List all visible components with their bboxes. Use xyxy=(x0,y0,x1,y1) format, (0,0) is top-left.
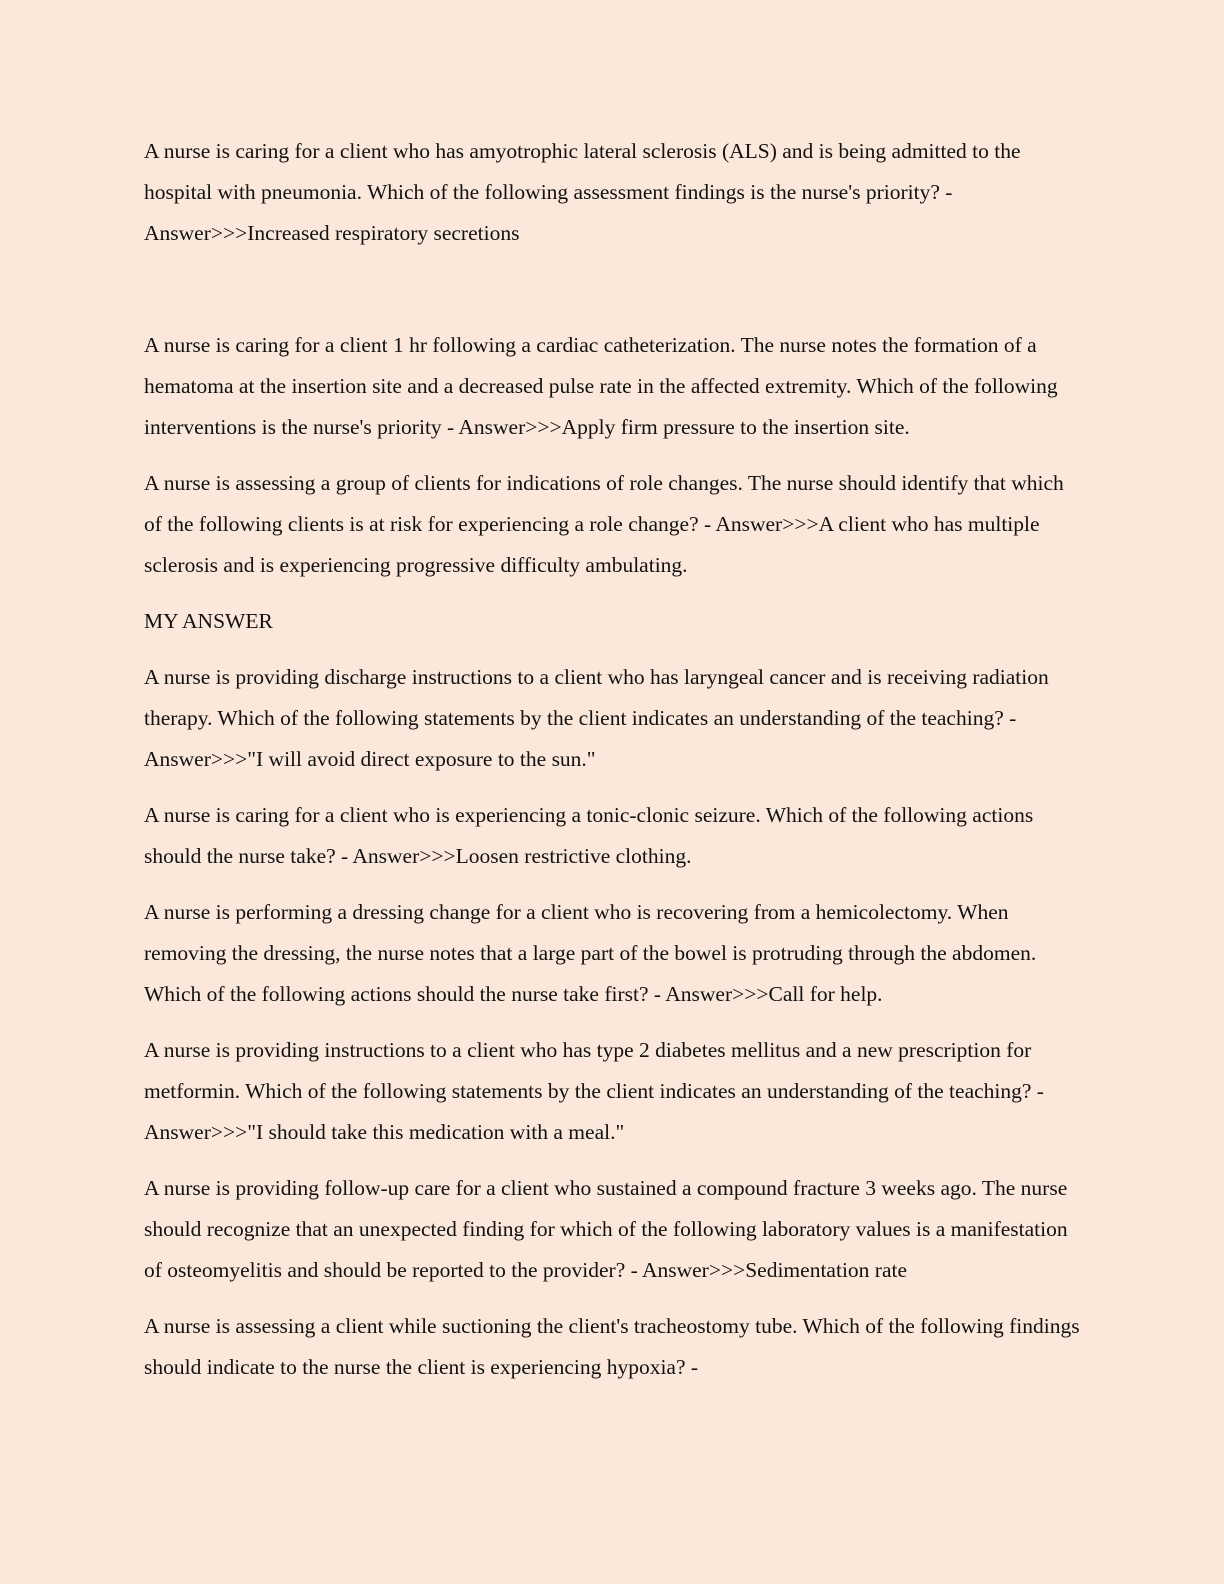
document-body xyxy=(144,131,1084,1403)
qa-paragraph-osteomyelitis: A nurse is providing follow-up care for a client who sustained a compound fracture 3 weeks ago. The nurse should recognize that an unexpected finding for which of the following laboratory values is a manifestation of osteomyelitis and should be reported to the provider? - Answer>>>Sedimentation rate xyxy=(144,1176,1068,1282)
qa-paragraph-tracheostomy: A nurse is assessing a client while suctioning the client's tracheostomy tube. Which of the following findings should indicate to the nurse the client is experiencing hypoxia? - xyxy=(144,1314,1080,1379)
qa-paragraph-cardiac-cath: A nurse is caring for a client 1 hr following a cardiac catheterization. The nurse notes the formation of a hematoma at the insertion site and a decreased pulse rate in the affected extremity. Which of the following interventions is the nurse's priority - Answer>>>Apply firm pressure to the insertion site. xyxy=(144,333,1058,439)
qa-paragraph-laryngeal-cancer: A nurse is providing discharge instructions to a client who has laryngeal cancer and is receiving radiation therapy. Which of the following statements by the client indicates an understanding of the teaching? - Answer>>>"I will avoid direct exposure to the sun." xyxy=(144,665,1049,771)
qa-paragraph-role-change: A nurse is assessing a group of clients for indications of role changes. The nurse should identify that which of the following clients is at risk for experiencing a role change? - Answer>>>A client who has multiple sclerosis and is experiencing progressive difficulty ambulating. xyxy=(144,471,1064,577)
qa-paragraph-hemicolectomy: A nurse is performing a dressing change for a client who is recovering from a hemicolectomy. When removing the dressing, the nurse notes that a large part of the bowel is protruding through the abdomen. Which of the following actions should the nurse take first? - Answer>>>Call for help. xyxy=(144,900,1037,1006)
qa-paragraph-seizure: A nurse is caring for a client who is experiencing a tonic-clonic seizure. Which of the following actions should the nurse take? - Answer>>>Loosen restrictive clothing. xyxy=(144,803,1034,868)
my-answer-heading: MY ANSWER xyxy=(144,609,273,633)
qa-paragraph-metformin: A nurse is providing instructions to a client who has type 2 diabetes mellitus and a new prescription for metformin. Which of the following statements by the client indicates an understanding of the teaching? - Answer>>>"I should take this medication with a meal." xyxy=(144,1038,1044,1144)
qa-paragraph-als: A nurse is caring for a client who has amyotrophic lateral sclerosis (ALS) and is being admitted to the hospital with pneumonia. Which of the following assessment findings is the nurse's priority? - Answer>>>Increased respiratory secretions xyxy=(144,139,1021,245)
